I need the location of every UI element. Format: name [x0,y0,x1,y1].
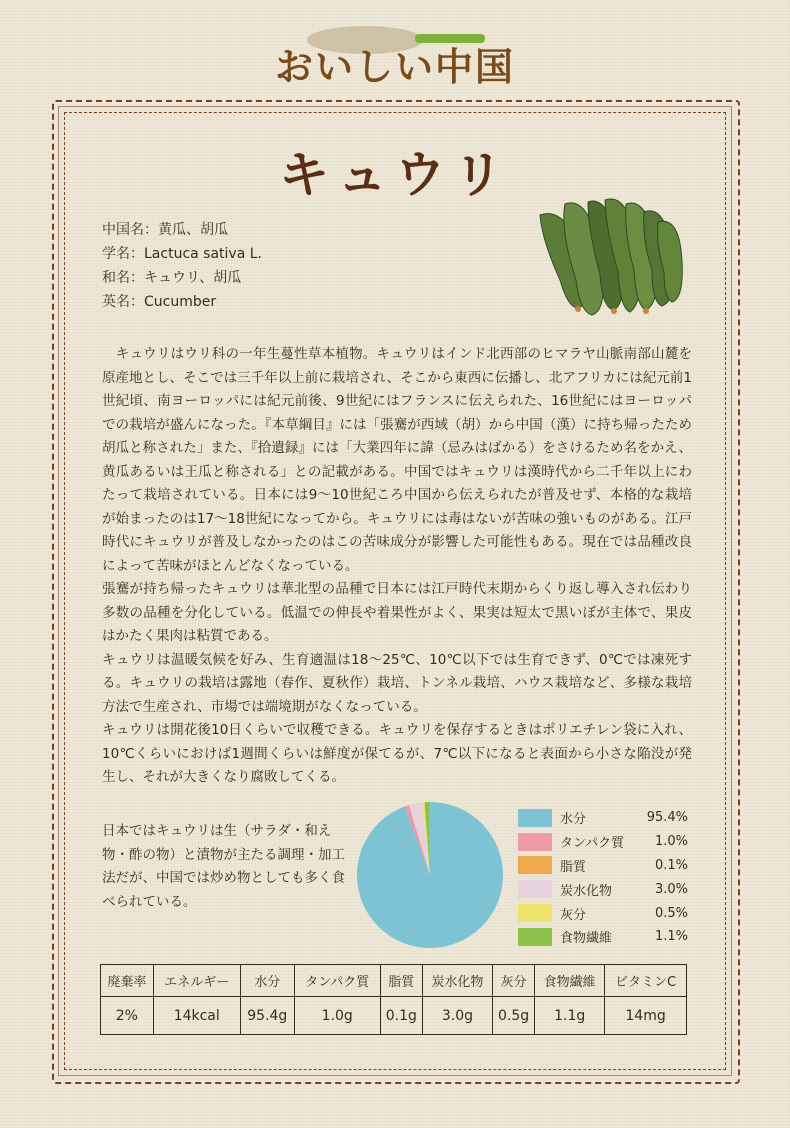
table-cell: 0.1g [380,997,422,1035]
logo [245,14,545,94]
legend-swatch [518,833,552,851]
name-chinese: 中国名：黄瓜、胡瓜 [102,222,228,238]
legend-label: 灰分 [560,907,587,923]
legend-label: 炭水化物 [560,883,613,899]
legend-value: 3.0% [654,881,688,897]
names-list [102,218,262,314]
logo-text: おいしい中国 [274,45,515,89]
pie-slice [357,802,503,948]
table-header: 炭水化物 [423,965,493,997]
name-scientific: 学名：Lactuca sativa L. [102,246,262,262]
legend-label: 食物繊維 [560,931,613,947]
legend-value: 95.4% [646,810,688,826]
legend-item [518,901,688,925]
table-cell: 2% [101,997,154,1035]
page-title: キュウリ [279,146,511,204]
legend-value: 0.1% [654,857,688,873]
table-cell: 3.0g [423,997,493,1035]
legend-value: 1.1% [654,929,688,945]
table-cell: 1.1g [535,997,605,1035]
table-row [101,997,687,1035]
legend-value: 1.0% [654,834,688,850]
legend-label: 脂質 [560,859,587,875]
table-cell: 0.5g [492,997,534,1035]
table-header: タンパク質 [294,965,380,997]
paragraph: キュウリはウリ科の一年生蔓性草本植物。キュウリはインド北西部のヒマラヤ山脈南部山麓を原産地とし、そこでは三千年以上前に栽培され、そこから東西に伝播し、北アフリカには紀元前1世紀頃、南ヨーロッパには紀元前後、9世紀にはフランスに伝えられた、16世紀にはヨーロッパでの栽培が盛んになった。『本草綱目』には「張騫が西域（胡）から中国（漢）に持ち帰ったため胡瓜と称された」また、『拾遺録』には「大業四年に諱（忌みはばかる）をさけるため名をかえ、黄瓜あるいは王瓜と称される」との記載がある。中国ではキュウリは漢時代から二千年以上にわたって栽培されている。日本には9〜10世紀ころ中国から伝えられたが普及せず、本格的な栽培が始まったのは17〜18世紀になってから。キュウリには毒はないが苦味の強いものがある。江戸時代にキュウリが普及しなかったのはこの苦味成分が影響した可能性もある。現在では品種改良によって苦味がほとんどなくなっている。 [102,346,692,574]
table-cell: 95.4g [240,997,294,1035]
legend-label: 水分 [560,812,587,828]
table-cell: 14kcal [153,997,240,1035]
legend-swatch [518,928,552,946]
legend-swatch [518,809,552,827]
paragraph: 張騫が持ち帰ったキュウリは華北型の品種で日本には江戸時代末期からくり返し導入され伝わり多数の品種を分化している。低温での伸長や着果性がよく、果実は短太で黒いぼが主体で、果皮はかたく果肉は粘質である。 [102,581,692,644]
legend-swatch [518,880,552,898]
name-english: 英名：Cucumber [102,294,217,310]
legend-label: タンパク質 [560,836,625,852]
paragraph: キュウリは開花後10日くらいで収穫できる。キュウリを保存するときはポリエチレン袋に入れ、10℃くらいにおけば1週間くらいは鮮度が保てるが、7℃以下になると表面から小さな陥没が発生し、それが大きくなり腐敗してくる。 [102,722,692,785]
legend-swatch [518,856,552,874]
table-header: 水分 [240,965,294,997]
table-header: ビタミンC [605,965,687,997]
legend-item [518,806,688,830]
legend-item [518,925,688,949]
pie-chart [355,800,505,950]
name-japanese: 和名：キュウリ、胡瓜 [102,270,242,286]
legend-value: 0.5% [654,905,688,921]
legend-swatch [518,904,552,922]
table-cell: 14mg [605,997,687,1035]
nutrition-table [100,964,687,1035]
table-header: 廃棄率 [101,965,154,997]
legend-item [518,830,688,854]
table-header: 灰分 [492,965,534,997]
table-header: エネルギー [153,965,240,997]
body-text [102,343,692,790]
table-header-row [101,965,687,997]
paragraph: キュウリは温暖気候を好み、生育適温は18〜25℃、10℃以下では生育できず、0℃では凍死する。キュウリの栽培は露地（春作、夏秋作）栽培、トンネル栽培、ハウス栽培など、多様な栽培方法で生産され、市場では端境期がなくなっている。 [102,651,692,715]
legend-item [518,854,688,878]
table-header: 食物繊維 [535,965,605,997]
chart-legend [518,806,688,949]
side-text: 日本ではキュウリは生（サラダ・和え物・酢の物）と漬物が主たる調理・加工法だが、中国では炒め物としても多く食べられている。 [102,823,345,910]
cucumber-image [530,190,690,325]
legend-item [518,877,688,901]
table-header: 脂質 [380,965,422,997]
table-cell: 1.0g [294,997,380,1035]
